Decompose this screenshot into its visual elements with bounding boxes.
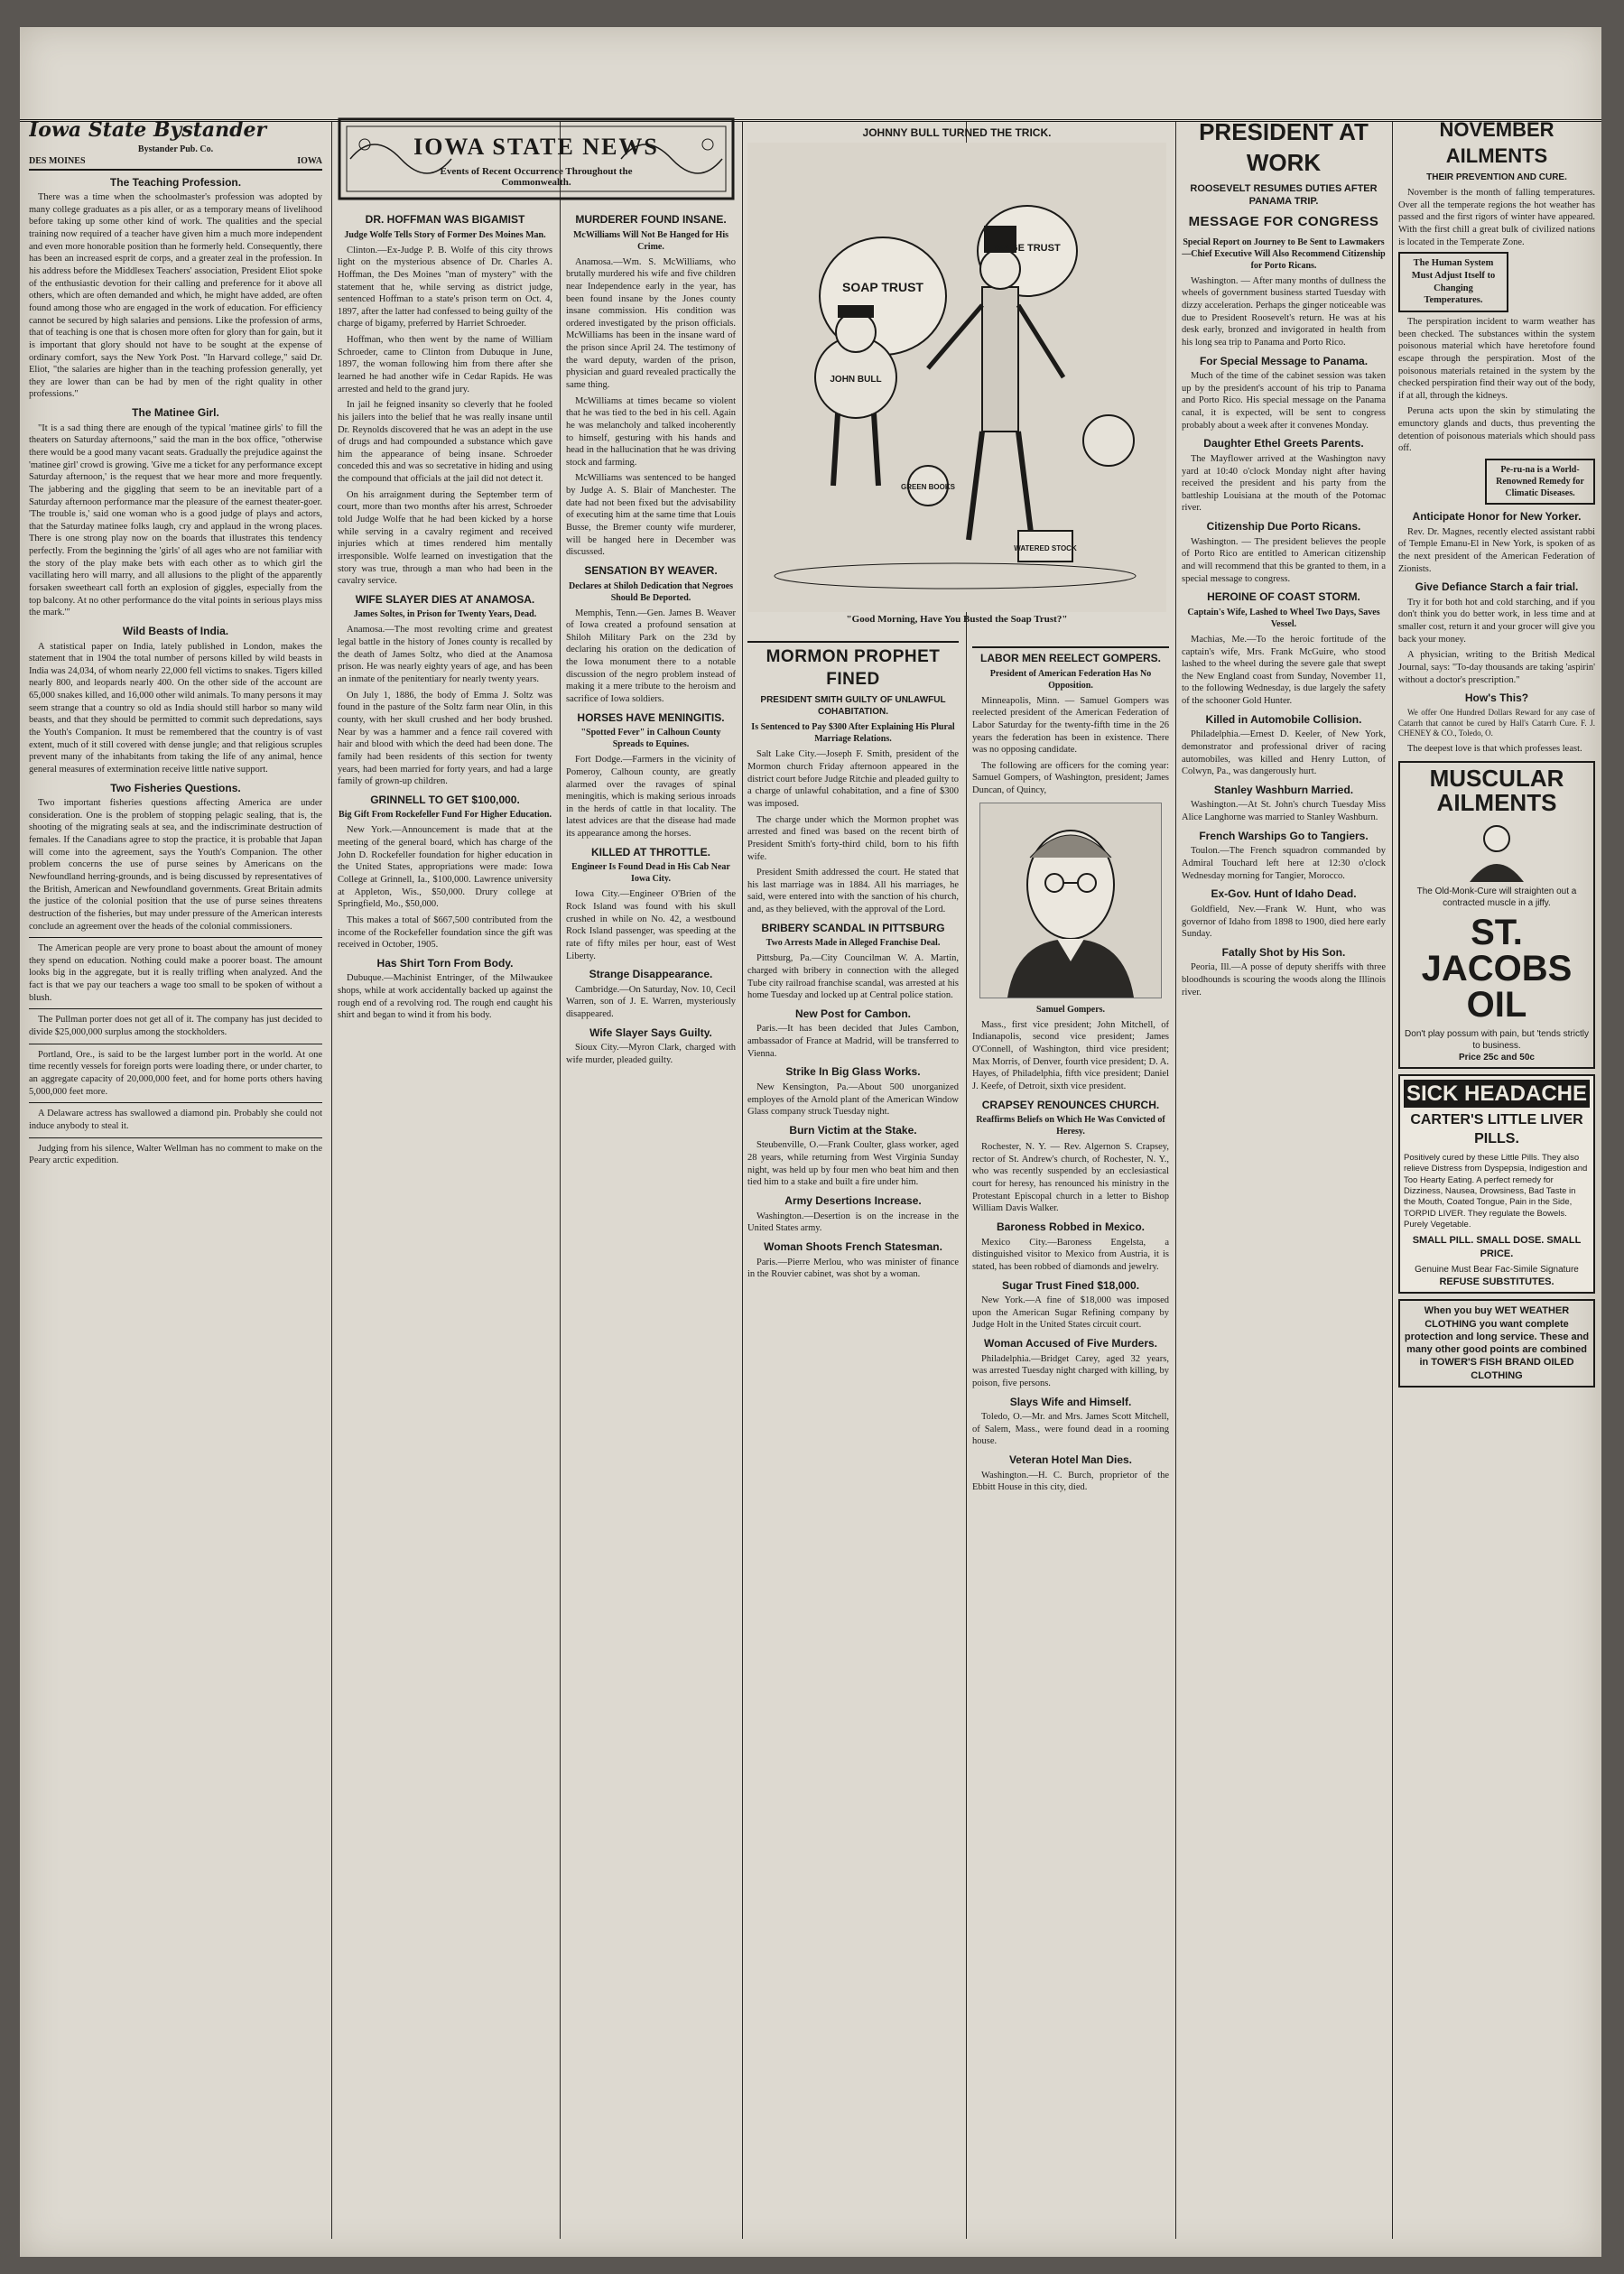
article-body: President Smith addressed the court. He stated that his last marriage was in 1884. All his marriages, he said, were entered into with the sanction of his church, and, as they believed, with the approval of the Lord.: [747, 868, 959, 915]
article-body: Sioux City.—Myron Clark, charged with wife murder, pleaded guilty.: [566, 1043, 736, 1065]
column-2: [338, 208, 552, 2241]
masthead-publisher: Bystander Pub. Co.: [137, 144, 214, 154]
cartoon-label: JOHN BULL: [830, 375, 882, 385]
article-body: Clinton.—Ex-Judge P. B. Wolfe of this city throws light on the mysterious absence of Dr. Charles A. Hoffman, the Des Moines "man of mystery" with the statement that he, while serving as district judge, sentenced Hoffman to a state's prison term on Oct. 4, 1897, after the latter had confessed to being guilty of the charge of bigamy, preferred by Harriet Schroeder.: [338, 245, 552, 329]
article-headline: Strange Disappearance.: [589, 968, 713, 981]
ad-text: SMALL PILL. SMALL DOSE. SMALL PRICE.: [1412, 1235, 1582, 1259]
article-headline: BRIBERY SCANDAL IN PITTSBURG: [761, 921, 945, 934]
article-body: Rochester, N. Y. — Rev. Algernon S. Crapsey, rector of St. Andrew's church, of Rochester, N. Y., who was recently suspended by an ecclesiastical court for heresy, has renounced his ministry in the Protestant Episcopal church in a letter to Bishop William Davis Walker.: [972, 1142, 1169, 1214]
banner-title: IOWA STATE NEWS: [413, 134, 659, 160]
article-headline: Woman Shoots French Statesman.: [764, 1239, 942, 1253]
article-body: Washington. — The president believes the people of Porto Rico are entitled to American citizenship and will recommend that this be granted to them, in a special message to congress.: [1182, 536, 1386, 584]
masthead-dateline: [29, 155, 322, 171]
cartoon-header: JOHNNY BULL TURNED THE TRICK.: [862, 126, 1052, 139]
article-headline: New Post for Cambon.: [794, 1007, 911, 1020]
cartoon-label: WATERED STOCK: [1014, 544, 1077, 552]
cartoon-label: SOAP TRUST: [842, 280, 923, 294]
ad-price: Price 25c and 50c: [1459, 1053, 1535, 1063]
article-body: This makes a total of $667,500 contributed from the income of the Rockefeller foundation since the gift was received in October, 1905.: [338, 914, 552, 951]
article-body: The charge under which the Mormon prophet was arrested and fined was based on the recent birth of President Smith's forty-third child, born to his fifth wife.: [747, 814, 959, 862]
article-subhead: Judge Wolfe Tells Story of Former Des Moines Man.: [344, 229, 546, 240]
article-headline: PRESIDENT AT WORK: [1199, 118, 1369, 176]
cartoon-label: GREEN BOOKS: [900, 483, 956, 491]
article-subhead: Big Gift From Rockefeller Fund For Higher Education.: [339, 810, 552, 821]
article-body: The perspiration incident to warm weather has been checked. The substances within the system poisonous material which have heretofore found escape through the perspiration. Most of the poisonous materials retained in the system by the checked perspiration find their way out of the body, if at all, through the kidneys.: [1398, 316, 1595, 401]
article-headline: Citizenship Due Porto Ricans.: [1206, 520, 1361, 534]
article-headline: NOVEMBER AILMENTS: [1439, 118, 1554, 167]
article-headline: Wife Slayer Says Guilty.: [589, 1026, 712, 1039]
article-body: On July 1, 1886, the body of Emma J. Soltz was found in the pasture of the Soltz farm near Olin, in this county, with her skull crushed and her body brushed. Near by was a hammer and a fence rail covered with hair and blood with which the deed had been done. The family had been residents of this section for twenty years, had been married for forty years, and had a large family of grown-up children.: [338, 690, 552, 787]
article-body: Hoffman, who then went by the name of William Schroeder, came to Clinton from Dubuque in June, 1897, the woman following him from there after she learned he had another wife in Cedar Rapids. He was arrested and held to the grand jury.: [338, 335, 552, 394]
article-body: Paris.—It has been decided that Jules Cambon, ambassador of France at Madrid, will be transferred to Vienna.: [747, 1024, 959, 1059]
ad-title: SICK HEADACHE: [1404, 1080, 1590, 1108]
article-body: Steubenville, O.—Frank Coulter, glass worker, aged 28 years, while returning from West Virginia Sunday night, was held up by four men who beat him and then tied him to a stake and built a fire under him.: [747, 1140, 959, 1188]
column-rule: [1175, 122, 1176, 2239]
article-body: Washington.—At St. John's church Tuesday Miss Alice Langhorne was married to Stanley Washburn.: [1182, 800, 1386, 823]
article-body: Fort Dodge.—Farmers in the vicinity of Pomeroy, Calhoun county, are greatly alarmed over the ravages of spinal meningitis, which is making serious inroads in the herds of cattle in that locality. The latest advices are that the disease had made its appearance among the horses.: [566, 755, 736, 840]
article-body: Judging from his silence, Walter Wellman has no comment to make on the Peary arctic expedition.: [29, 1143, 322, 1166]
divider: [29, 1008, 322, 1009]
ad-title: MUSCULAR AILMENTS: [1429, 764, 1564, 816]
article-body: Iowa City.—Engineer O'Brien of the Rock Island was found with his skull crushed in while on No. 42, a westbound Rock Island passenger, was speeding at the rate of fifty miles per hour, east of West Liberty.: [566, 889, 736, 961]
article-body: Washington. — After many months of dullness the wheels of government business started Tuesday with dizzy acceleration. Perhaps the ginger noticeable was due to President Roosevelt's return. He was at his desk early, bronzed and invigorated in health from his long sea trip to Panama and Porto Rico.: [1182, 275, 1386, 348]
column-rule: [1392, 122, 1393, 2239]
carters-pills-ad: [1398, 1074, 1595, 1294]
article-headline: HORSES HAVE MENINGITIS.: [577, 710, 725, 724]
article-headline: Stanley Washburn Married.: [1213, 783, 1354, 796]
article-body: Toledo, O.—Mr. and Mrs. James Scott Mitchell, of Salem, Mass., were found dead in a rooming house.: [972, 1412, 1169, 1447]
portrait-caption: Samuel Gompers.: [1035, 1004, 1106, 1015]
ad-text: Don't play possum with pain, but 'tends strictly to business.: [1405, 1029, 1589, 1052]
article-body: Dubuque.—Machinist Entringer, of the Milwaukee shops, while at work accidentally backed up against the rough end of a revolving rod. The rough end caught his shirt and began to wind it from his body.: [338, 973, 552, 1021]
masthead-title: Iowa State Bystander: [29, 118, 267, 142]
article-body: The deepest love is that which professes least.: [1407, 743, 1582, 754]
cartoon-label: WAGE TRUST: [994, 243, 1061, 254]
article-body: Washington.—H. C. Burch, proprietor of the Ebbitt House in this city, died.: [972, 1470, 1169, 1493]
article-body: Toulon.—The French squadron commanded by Admiral Touchard left here at 12:30 o'clock Wednesday morning for Tangier, Morocco.: [1182, 846, 1386, 881]
article-headline: Killed in Automobile Collision.: [1205, 712, 1362, 726]
article-subhead: THEIR PREVENTION AND CURE.: [1426, 172, 1567, 183]
st-jacobs-oil-ad: [1398, 761, 1595, 1070]
article-headline: Veteran Hotel Man Dies.: [1008, 1453, 1133, 1467]
article-subhead: Is Sentenced to Pay $300 After Explaining His Plural Marriage Relations.: [751, 722, 955, 745]
article-body: New Kensington, Pa.—About 500 unorganized employes of the Arnold plant of the American Window Glass company struck Tuesday night.: [747, 1081, 959, 1118]
article-body: Paris.—Pierre Merlou, who was minister of finance in the Rouvier cabinet, was shot by a woman.: [747, 1257, 959, 1280]
gompers-portrait: [979, 803, 1162, 998]
newspaper-page: [20, 27, 1601, 2257]
inset-box: The Human System Must Adjust Itself to Changing Temperatures.: [1398, 252, 1508, 312]
article-subhead: McWilliams Will Not Be Hanged for His Crime.: [572, 229, 729, 252]
article-body: Memphis, Tenn.—Gen. James B. Weaver of Iowa created a profound sensation at Shiloh Military Park on the 23d by declaring his oration on the dedication of the Iowa monument there to a notable discussion of the negro problem instead of making it a mere tribute to the heroism and sacrifice of Iowa soldiers.: [566, 608, 736, 705]
article-subhead: ROOSEVELT RESUMES DUTIES AFTER PANAMA TRIP.: [1190, 182, 1378, 207]
column-rule: [331, 122, 332, 2239]
article-headline: Anticipate Honor for New Yorker.: [1412, 510, 1582, 523]
article-headline: Has Shirt Torn From Body.: [376, 956, 514, 970]
monk-illustration-icon: [1443, 819, 1551, 882]
article-headline: MESSAGE FOR CONGRESS: [1188, 214, 1379, 230]
article-body: Rev. Dr. Magnes, recently elected assistant rabbi of Temple Emanu-El in New York, is spoken of as the next president of the American Federation of Zionists.: [1398, 526, 1595, 574]
article-headline: Burn Victim at the Stake.: [789, 1123, 917, 1137]
article-headline: MURDERER FOUND INSANE.: [575, 213, 727, 226]
article-body: The Mayflower arrived at the Washington navy yard at 10:40 o'clock Monday night after having received the president and his party from the battleship Louisiana at the mouth of the Potomac river.: [1182, 453, 1386, 514]
article-body: Philadelphia.—Bridget Carey, aged 32 years, was arrested Tuesday night charged with killing, by poison, five persons.: [972, 1353, 1169, 1388]
article-subhead: "Spotted Fever" in Calhoun County Spreads to Equines.: [580, 728, 721, 750]
article-subhead: Two Arrests Made in Alleged Franchise Deal.: [766, 938, 941, 949]
article-body: Salt Lake City.—Joseph F. Smith, president of the Mormon church Friday afternoon appeared in the district court before Judge Ritchie and pleaded guilty to a charge of unlawful cohabitation, and a fine of $300 was imposed.: [747, 749, 959, 809]
article-headline: For Special Message to Panama.: [1199, 354, 1369, 367]
article-body: The American people are very prone to boast about the amount of money they spend on education. Nothing could make a poorer boast. The amount looks big in the aggregate, but it is really trifling when analyzed. And the fact is that we pay our teachers a wage too small to be spoken of without a blush.: [29, 943, 322, 1003]
article-body: Anamosa.—Wm. S. McWilliams, who brutally murdered his wife and five children near Independence early in the year, has been found insane by the Jones county insane commission. His condition was ordered investigated by the prison officials. McWilliams has been in the insane ward of the prison since April 24. The testimony of the ward deputy, warden of the prison, physician and guard revealed practically the same thing.: [566, 256, 736, 390]
article-body: Much of the time of the cabinet session was taken up by the president's account of his trip to Panama and Porto Rico. His special message on the Panama canal, it is expected, will be sent to congress probably about a week after it convenes Monday.: [1182, 371, 1386, 431]
article-body: A statistical paper on India, lately published in London, makes the statement that in 1904 the total number of persons killed by wild beasts in India was 24,034, of whom nearly 22,000 fell victims to snakes. Tigers killed nearly 800, and leopards nearly 400. On the other side of the account are 65,000 snakes killed, and 16,000 other wild animals. To many persons it may seem strange that a country so old as India should still harbor so many wild beasts, and that they should be permitted to commit such depredations, says the Youth's Companion. It must be remembered that the country is of vast extent, much of it still covered with dense jungle; and that religious scruples prevent many of the inhabitants from taking the life of any animal, hence general measures of extermination receive little native support.: [29, 641, 322, 775]
article-headline: Give Defiance Starch a fair trial.: [1415, 580, 1579, 594]
article-body: Machias, Me.—To the heroic fortitude of the captain's wife, Mrs. Frank McGuire, who stood lashed to the wheel during the severe gale that swept the New England coast from Sunday, November 11, to the following Wednesday, is due largely the safety of the schooner Gold Hunter.: [1182, 634, 1386, 707]
article-subhead: Engineer Is Found Dead in His Cab Near Iowa City.: [571, 862, 730, 885]
ad-text: REFUSE SUBSTITUTES.: [1439, 1276, 1554, 1287]
article-body: Pittsburg, Pa.—City Councilman W. A. Martin, charged with bribery in connection with the alleged Tube city railroad franchise scandal, was arrested at his home Tuesday and locked up at Central police station.: [747, 953, 959, 1001]
article-headline: Ex-Gov. Hunt of Idaho Dead.: [1211, 887, 1357, 901]
political-cartoon: [747, 126, 1166, 636]
article-body: Portland, Ore., is said to be the largest lumber port in the world. At one time recently vessels for foreign ports were loading there, or under charter, to an aggregate capacity of 20,000,000 feet, and for home ports others having 5,000,000 feet more.: [29, 1049, 322, 1097]
article-headline: CRAPSEY RENOUNCES CHURCH.: [981, 1098, 1160, 1111]
inset-box: Pe-ru-na is a World-Renowned Remedy for Climatic Diseases.: [1485, 459, 1595, 505]
ad-text: Genuine Must Bear Fac-Simile Signature: [1415, 1264, 1579, 1275]
divider: [29, 937, 322, 938]
article-headline: GRINNELL TO GET $100,000.: [370, 793, 520, 806]
article-body: The Pullman porter does not get all of it. The company has just decided to divide $25,000,000 surplus among the stockholders.: [29, 1015, 322, 1038]
divider: [29, 1102, 322, 1103]
article-headline: How's This?: [1464, 691, 1529, 705]
article-body: Peoria, Ill.—A posse of deputy sheriffs with three bloodhounds is scouring the woods along the Illinois river.: [1182, 962, 1386, 998]
article-body: Mass., first vice president; John Mitchell, of Indianapolis, second vice president; James O'Connell, of Washington, third vice president; Max Morris, of Denver, fourth vice president; D. A. Hayes, of Philadelphia, fifth vice president; Daniel J. Keefe, of Detroit, sixth vice president.: [972, 1019, 1169, 1091]
article-subhead: Reaffirms Beliefs on Which He Was Convicted of Heresy.: [976, 1115, 1165, 1137]
article-headline: Wild Beasts of India.: [122, 624, 229, 637]
article-body: The following are officers for the coming year: Samuel Gompers, of Washington, president; James Duncan, of Quincy,: [972, 760, 1169, 796]
article-headline: French Warships Go to Tangiers.: [1199, 829, 1369, 842]
article-body: Cambridge.—On Saturday, Nov. 10, Cecil Warren, son of J. E. Warren, mysteriously disappeared.: [566, 984, 736, 1020]
article-body: November is the month of falling temperatures. Over all the temperate regions the hot weather has passed and the first rigors of winter have appeared. With the first chill a great bulk of civilized nations is located in the Temperate Zone.: [1398, 188, 1595, 247]
article-body: Goldfield, Nev.—Frank W. Hunt, who was governor of Idaho from 1898 to 1900, died here early Sunday.: [1182, 904, 1386, 940]
article-body: On his arraignment during the September term of court, more than two months after his arrest, Schroeder told Judge Wolfe that he had been kicked by a horse while serving in a cavalry regiment and received injuries which at times rendered him mentally irresponsible. Wolfe learned on investigation that the story was true, through a man who had been in the cavalry service.: [338, 489, 552, 587]
ad-brand: ST. JACOBS OIL: [1421, 913, 1573, 1026]
article-subhead: Special Report on Journey to Be Sent to Lawmakers—Chief Executive Will Also Recommend Citizenship for Porto Ricans.: [1182, 237, 1386, 271]
article-subhead: James Soltes, in Prison for Twenty Years, Dead.: [353, 609, 537, 620]
article-body: A Delaware actress has swallowed a diamond pin. Probably she could not induce anybody to steal it.: [29, 1109, 322, 1131]
article-body: Peruna acts upon the skin by stimulating the emunctory glands and ducts, thus preventing the detention of poisonous materials which should pass off.: [1398, 406, 1595, 454]
article-headline: Slays Wife and Himself.: [1009, 1395, 1132, 1408]
article-headline: MORMON PROPHET FINED: [747, 641, 959, 691]
article-headline: WIFE SLAYER DIES AT ANAMOSA.: [355, 592, 535, 606]
banner-subtitle: Events of Recent Occurrence Throughout the Commonwealth.: [440, 166, 633, 188]
article-headline: The Teaching Profession.: [109, 175, 242, 189]
article-headline: Daughter Ethel Greets Parents.: [1203, 437, 1364, 450]
column-4: [747, 641, 959, 2241]
article-headline: Army Desertions Increase.: [784, 1194, 922, 1208]
column-rule: [560, 122, 561, 2239]
article-headline: The Matinee Girl.: [132, 406, 219, 420]
article-headline: LABOR MEN REELECT GOMPERS.: [972, 646, 1169, 666]
iowa-state-news-banner: [338, 117, 735, 200]
cartoon-caption: "Good Morning, Have You Busted the Soap Trust?": [846, 614, 1068, 625]
article-headline: Baroness Robbed in Mexico.: [996, 1221, 1146, 1233]
article-headline: Woman Accused of Five Murders.: [983, 1337, 1158, 1350]
article-body: New York.—A fine of $18,000 was imposed upon the American Sugar Refining company by Judge Holt in the United States circuit court.: [972, 1295, 1169, 1331]
article-subhead: President of American Federation Has No Opposition.: [989, 668, 1152, 691]
cartoon-drawing: [747, 143, 1166, 612]
article-headline: Two Fisheries Questions.: [110, 781, 241, 794]
ad-brand: CARTER'S LITTLE LIVER PILLS.: [1410, 1112, 1583, 1147]
article-subhead: PRESIDENT SMITH GUILTY OF UNLAWFUL COHABITATION.: [760, 695, 946, 718]
column-1: [29, 117, 322, 2241]
column-3: [566, 208, 736, 2241]
article-subhead: Declares at Shiloh Dedication that Negroes Should Be Deported.: [568, 580, 734, 603]
article-headline: Strike In Big Glass Works.: [785, 1065, 921, 1079]
column-rule: [742, 122, 743, 2239]
ad-text: When you buy WET WEATHER CLOTHING you want complete protection and long service. These and many other good points are combined in TOWER'S FISH BRAND OILED CLOTHING: [1404, 1305, 1590, 1381]
article-body: McWilliams at times became so violent that he was tied to the bed in his cell. Again he was melancholy and talked incoherently to himself, gesturing with his hands and head in the hallucination that he was driving stock and farming.: [566, 395, 736, 468]
article-headline: DR. HOFFMAN WAS BIGAMIST: [365, 213, 525, 226]
article-body: Minneapolis, Minn. — Samuel Gompers was reelected president of the American Federation of Labor Saturday for the twenty-fifth time in the 26 years the federation has been in existence. There was no opposing candidate.: [972, 695, 1169, 756]
column-7: [1398, 117, 1595, 2241]
article-headline: SENSATION BY WEAVER.: [584, 563, 718, 577]
article-body: Two important fisheries questions affecting America are under consideration. One is the problem of stopping pelagic sealing, that is, the shooting of the migrating seals at sea, and the indiscriminate destruction of females. If the Canadians agree to stop the practice, it is probable that Japan will come into the agreement, says the Youth's Companion. The other problem concerns the use of purse seines by Americans on the Newfoundland herring-grounds, and is being discussed by representatives of the British, American and Newfoundland governments. Great Britain admits the justice of the colonial position that the use of purse seines threatens destruction of the fisheries, but may under pressure of the American interests conclude an agreement over the heads of the colonial commissioners.: [29, 798, 322, 932]
article-body: Washington.—Desertion is on the increase in the United States army.: [747, 1211, 959, 1234]
divider: [29, 1137, 322, 1138]
article-body: A physician, writing to the British Medical Journal, says: "To-day thousands are taking 'aspirin' without a doctor's prescription.": [1398, 650, 1595, 685]
masthead-city: DES MOINES: [29, 155, 86, 166]
article-body: Anamosa.—The most revolting crime and greatest legal battle in the history of Jones county is recalled by the death of James Soltz, who died at the Anamosa prison. He was nearly eighty years of age, and has been an inmate of the penitentiary for nearly twenty years.: [338, 625, 552, 685]
article-body: Mexico City.—Baroness Engelsta, a distinguished visitor to Mexico from Austria, it is stated, has been robbed of diamonds and jewelry.: [972, 1237, 1169, 1272]
article-headline: HEROINE OF COAST STORM.: [1207, 590, 1360, 604]
article-body: Philadelphia.—Ernest D. Keeler, of New York, demonstrator and professional driver of racing automobiles, was killed and Henry Lutton, of Colwyn, Pa., was dangerously hurt.: [1182, 729, 1386, 777]
ad-text: The Old-Monk-Cure will straighten out a contracted muscle in a jiffy.: [1416, 886, 1577, 909]
article-headline: Fatally Shot by His Son.: [1221, 945, 1346, 959]
article-body: In jail he feigned insanity so cleverly that he fooled his jailers into the belief that he was really insane until Dr. Reynolds discovered that he was an adept in the use of drugs and had compounded a substance which gave him the appearance of being insane. Schroeder conceded this and was so secretative in hiding and using the compound that officials at the jail did not detect it.: [338, 400, 552, 485]
article-headline: KILLED AT THROTTLE.: [591, 845, 710, 859]
article-subhead: Captain's Wife, Lashed to Wheel Two Days, Saves Vessel.: [1187, 607, 1380, 629]
article-body: We offer One Hundred Dollars Reward for any case of Catarrh that cannot be cured by Hall's Catarrh Cure. F. J. CHENEY & CO., Toledo, O.: [1398, 707, 1595, 738]
towers-fish-brand-ad: [1398, 1299, 1595, 1388]
column-6: [1182, 117, 1386, 2241]
column-5: [972, 641, 1169, 2241]
article-body: There was a time when the schoolmaster's profession was adopted by many college graduates as a pis aller, or as a temporary means of livelihood before taking up some other kind of work. The qualities and the special training now required of a teacher have given him a much more independent and even more honorable position than he formerly held. Consequently, there has been an increased esprit de corps, and a greater zeal in the profession. In his address before the Middlesex Teachers' association, President Eliot spoke of the enthusiastic devotion for their calling and preference for it above all others, which are often demanded and which, he might have added, are often found among those who are engaged in the work of education. For efficiency cannot be secured by high salaries and pensions. Like the profession of arms, that of teaching is one that is chosen more often for glory than for gain, but it is important that glory should not have to be sought at the expense of ordinary comfort, says the New York Post. "In Harvard college," said Dr. Eliot, "the salaries are higher than in the teaching profession generally, yet they are lower than can be had by men of the right quality in other professions.": [29, 192, 322, 400]
ad-text: Positively cured by these Little Pills. They also relieve Distress from Dyspepsia, Indigestion and Too Hearty Eating. A perfect remedy for Dizziness, Nausea, Drowsiness, Bad Taste in the Mouth, Coated Tongue, Pain in the Side, TORPID LIVER. They regulate the Bowels. Purely Vegetable.: [1404, 1152, 1588, 1230]
article-body: Try it for both hot and cold starching, and if you don't think you do better work, in less time and at smaller cost, return it and your grocer will give you back your money.: [1398, 597, 1595, 645]
article-body: "It is a sad thing there are enough of the typical 'matinee girls' to fill the theaters on Saturday afternoons," said the man in the box office, "otherwise there would be a good many vacant seats. Gradually the prejudice against the 'matinee girl' crowd is growing. 'Give me a ticket for any performance except Saturday afternoon,' is the request that we hear more and more frequently. The jabbering and the giggling that seem to be an inevitable part of a Saturday afternoon performance mar the pleasure of the earnest theater-goer. 'The trouble is,' said one woman who is a good judge of plays and actors, that the Saturday matinee folks laugh, cry and applaud in the wrong places. There is one strong play now on the boards that illustrates this tendency perfectly. From the beginning the 'girls' of all ages who are not familiar with the story of the play make bets with each other as to which girl the vacillating hero will marry, and all allusions to the plight of the apparently forsaken sweetheart call forth an explosion of giggles, especially from the top balcony. At no other performance do the vital points in serious plays miss the mark.'": [29, 422, 322, 618]
masthead-state: IOWA: [297, 155, 322, 166]
article-body: New York.—Announcement is made that at the meeting of the general board, which has charge of the John D. Rockefeller foundation for higher education in the United States, appropriations were made: Iowa College at Grinnell, Ia., $100,000. Lawrence university at Appleton, Wis., $50,000. Drury college at Springfield, Mo., $50,000.: [338, 825, 552, 910]
article-body: McWilliams was sentenced to be hanged by Judge A. S. Blair of Manchester. The date had not been fixed but the advisability of executing him at the same time that Louis Busse, the Bremer county wife murderer, will be hanged here in December was discussed.: [566, 473, 736, 558]
article-headline: Sugar Trust Fined $18,000.: [1001, 1278, 1140, 1292]
